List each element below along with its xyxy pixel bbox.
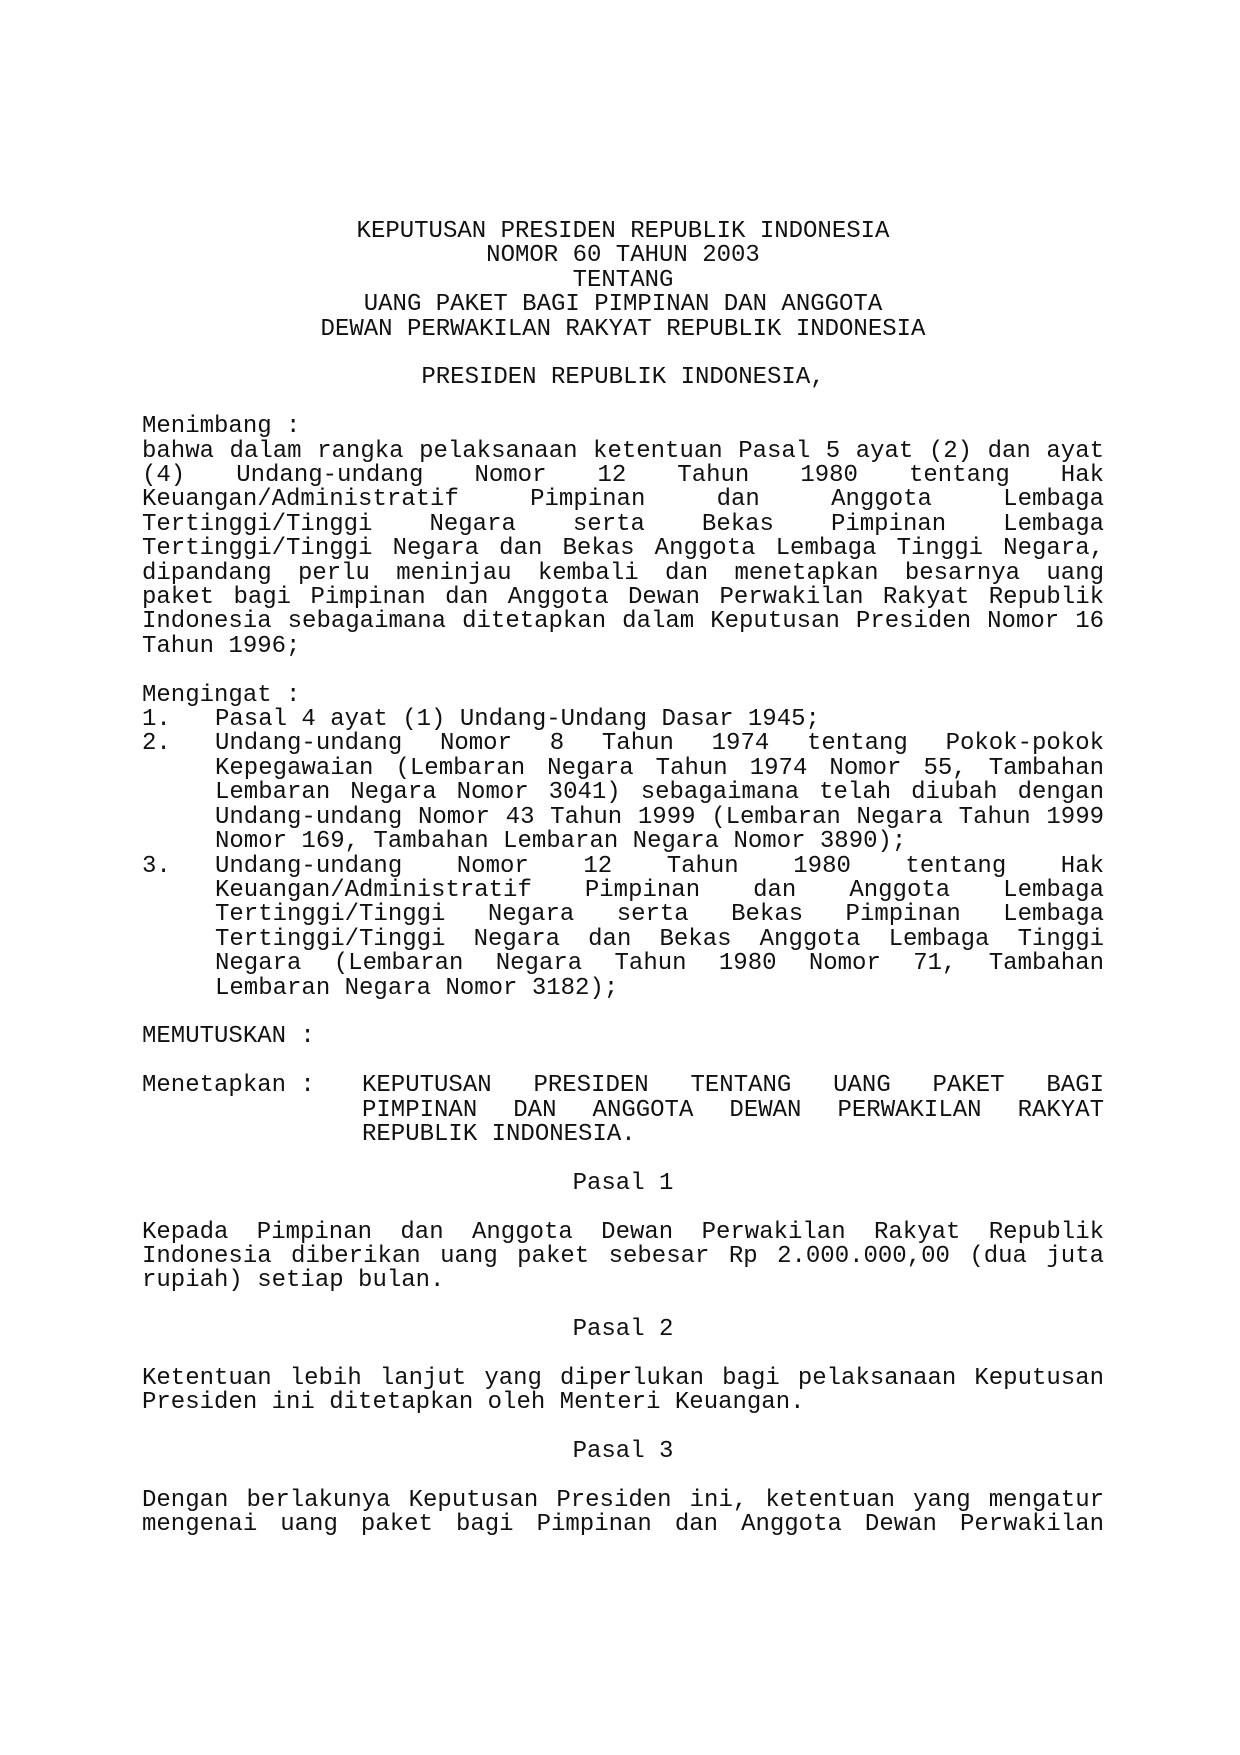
title-subject: DEWAN PERWAKILAN RAKYAT REPUBLIK INDONESIA [320, 315, 926, 343]
paragraph-line: paket bagi Pimpinan dan Anggota Dewan Perwakilan Rakyat Republik [142, 584, 1104, 612]
paragraph-line: bahwa dalam rangka pelaksanaan ketentuan Pasal 5 ayat (2) dan ayat [142, 437, 1104, 465]
title-subject: UANG PAKET BAGI PIMPINAN DAN ANGGOTA [363, 291, 883, 319]
list-item [142, 852, 1104, 1002]
menetapkan-line: REPUBLIK INDONESIA. [362, 1120, 636, 1148]
title-tentang: TENTANG [572, 266, 674, 294]
paragraph-line: mengenai uang paket bagi Pimpinan dan Anggota Dewan Perwakilan [142, 1511, 1104, 1539]
paragraph-line: Tahun 1996; [142, 632, 301, 660]
paragraph-line: Presiden ini ditetapkan oleh Menteri Keuangan. [142, 1389, 805, 1417]
paragraph-line: Indonesia sebagaimana ditetapkan dalam Keputusan Presiden Nomor 16 [142, 608, 1104, 636]
list-item [142, 708, 1104, 732]
list-line: Undang-undang Nomor 8 Tahun 1974 tentang Pokok-pokok [215, 730, 1104, 758]
paragraph-line: Dengan berlakunya Keputusan Presiden ini, ketentuan yang mengatur [142, 1486, 1104, 1514]
president-line: PRESIDEN REPUBLIK INDONESIA, [421, 364, 825, 392]
paragraph-line: Tertinggi/Tinggi Negara serta Bekas Pimpinan Lembaga [142, 510, 1104, 538]
mengingat-section [142, 681, 1104, 1002]
pasal-3 [142, 1440, 1104, 1538]
paragraph-line: Ketentuan lebih lanjut yang diperlukan bagi pelaksanaan Keputusan [142, 1364, 1104, 1392]
list-line: Lembaran Negara Nomor 3182); [215, 974, 619, 1002]
list-line: Kepegawaian (Lembaran Negara Tahun 1974 Nomor 55, Tambahan [215, 754, 1104, 782]
paragraph-line: Indonesia diberikan uang paket sebesar Rp 2.000.000,00 (dua juta [142, 1242, 1104, 1270]
list-line: Keuangan/Administratif Pimpinan dan Anggota Lembaga [215, 876, 1104, 904]
memutuskan-label: MEMUTUSKAN : [142, 1023, 315, 1051]
list-line: Tertinggi/Tinggi Negara serta Bekas Pimpinan Lembaga [215, 901, 1104, 929]
paragraph-line: dipandang perlu meninjau kembali dan menetapkan besarnya uang [142, 559, 1104, 587]
menimbang-section [142, 415, 1104, 659]
menetapkan-section [142, 1074, 1104, 1147]
mengingat-label: Mengingat : [142, 681, 301, 709]
document-page [142, 220, 1104, 1538]
list-item [142, 732, 1104, 854]
pasal-title: Pasal 2 [572, 1316, 674, 1344]
menimbang-label: Menimbang : [142, 413, 301, 441]
paragraph-line: Kepada Pimpinan dan Anggota Dewan Perwakilan Rakyat Republik [142, 1218, 1104, 1246]
list-number: 2. [142, 730, 171, 758]
pasal-title: Pasal 1 [572, 1169, 674, 1197]
list-line: Undang-undang Nomor 43 Tahun 1999 (Lembaran Negara Tahun 1999 [215, 803, 1104, 831]
document-header [142, 220, 1104, 342]
pasal-1 [142, 1169, 1104, 1295]
menetapkan-line: KEPUTUSAN PRESIDEN TENTANG UANG PAKET BAGI [362, 1072, 1104, 1100]
paragraph-line: (4) Undang-undang Nomor 12 Tahun 1980 tentang Hak [142, 462, 1104, 490]
list-number: 3. [142, 852, 171, 880]
title-number: NOMOR 60 TAHUN 2003 [486, 242, 760, 270]
paragraph-line: Tertinggi/Tinggi Negara dan Bekas Anggota Lembaga Tinggi Negara, [142, 535, 1104, 563]
list-line: Undang-undang Nomor 12 Tahun 1980 tentang Hak [215, 852, 1104, 880]
list-line: Lembaran Negara Nomor 3041) sebagaimana telah diubah dengan [215, 779, 1104, 807]
title-line: KEPUTUSAN PRESIDEN REPUBLIK INDONESIA [356, 218, 890, 245]
list-line: Pasal 4 ayat (1) Undang-Undang Dasar 1945; [215, 706, 820, 734]
pasal-title: Pasal 3 [572, 1438, 674, 1466]
pasal-2 [142, 1318, 1104, 1416]
list-line: Nomor 169, Tambahan Lembaran Negara Nomor 3890); [215, 828, 907, 856]
list-number: 1. [142, 706, 171, 734]
paragraph-line: Keuangan/Administratif Pimpinan dan Anggota Lembaga [142, 486, 1104, 514]
list-line: Tertinggi/Tinggi Negara dan Bekas Anggota Lembaga Tinggi [215, 925, 1104, 953]
list-line: Negara (Lembaran Negara Tahun 1980 Nomor 71, Tambahan [215, 950, 1104, 978]
paragraph-line: rupiah) setiap bulan. [142, 1267, 445, 1295]
menetapkan-line: PIMPINAN DAN ANGGOTA DEWAN PERWAKILAN RAKYAT [362, 1096, 1104, 1124]
menetapkan-label: Menetapkan : [142, 1072, 315, 1100]
